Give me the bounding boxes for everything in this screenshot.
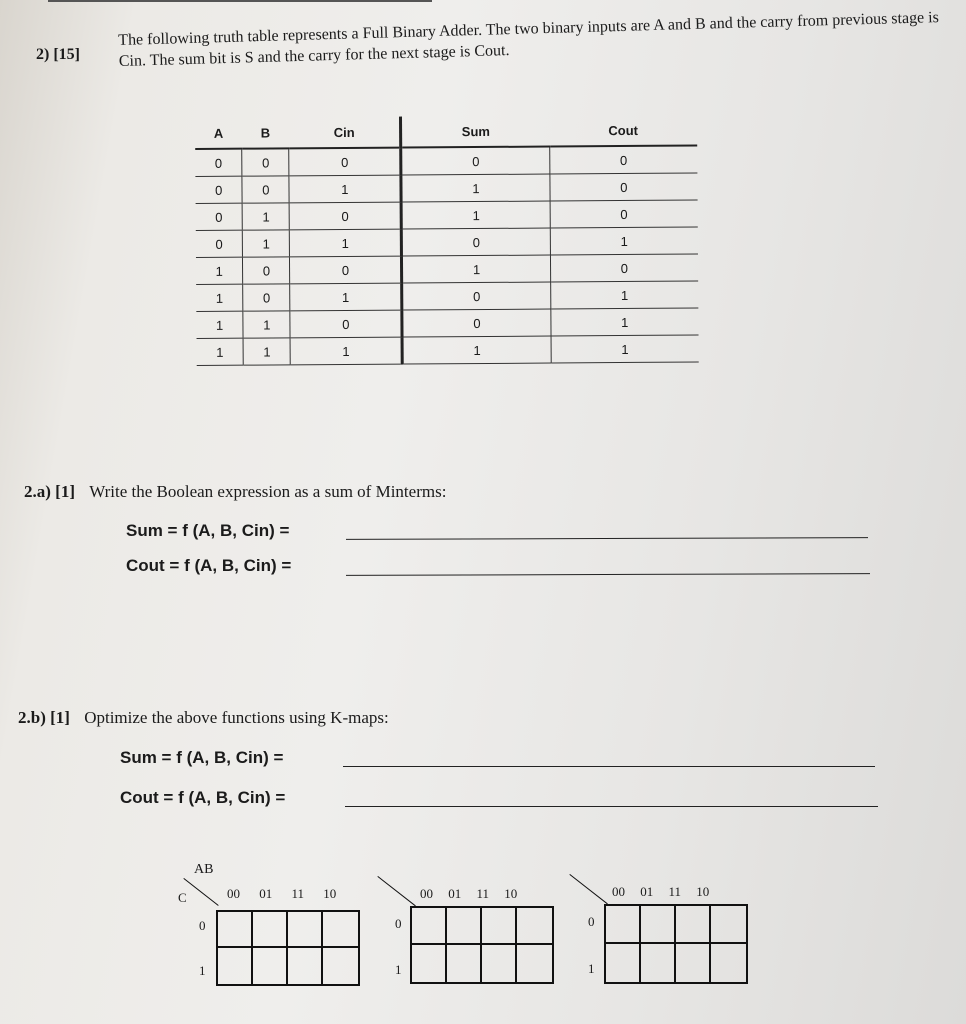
kmap-1-cell[interactable] — [288, 912, 323, 948]
part-b-prompt: Optimize the above functions using K-maps: — [84, 708, 389, 727]
truth-table-cell: 0 — [402, 309, 550, 337]
part-a-label: 2.a) [1] — [24, 482, 75, 501]
part-a-cout-expression: Cout = f (A, B, Cin) = — [126, 556, 292, 575]
kmap-1-col-11: 11 — [291, 886, 305, 901]
part-b-sum-answer-line[interactable] — [343, 766, 875, 767]
kmap-2-cell[interactable] — [482, 908, 517, 945]
truth-table-cell: 1 — [243, 230, 290, 257]
kmap-2-col-headers — [420, 886, 517, 902]
truth-table-cell: 0 — [289, 148, 401, 176]
truth-table-cell: 0 — [550, 200, 698, 228]
truth-table-row — [196, 200, 698, 231]
kmap-1-row-1: 1 — [199, 963, 206, 978]
truth-table-cell: 0 — [195, 176, 242, 203]
kmap-1-corner-diagonal — [183, 878, 218, 906]
truth-table-cell: 1 — [243, 338, 290, 365]
part-b-heading — [18, 708, 389, 728]
truth-table-cell: 0 — [290, 256, 402, 284]
kmap-3-cell[interactable] — [641, 944, 676, 982]
kmap-3-cell[interactable] — [676, 944, 711, 982]
truth-table-cell: 1 — [550, 308, 698, 336]
kmap-col-variable: AB — [194, 862, 214, 877]
truth-table-header — [195, 114, 697, 149]
kmap-2-col-00: 00 — [420, 886, 433, 901]
truth-table-row — [195, 173, 697, 204]
truth-table-cell: 1 — [197, 338, 244, 365]
truth-table-row — [195, 145, 697, 176]
kmap-2-cell[interactable] — [517, 908, 552, 945]
truth-table-cell: 0 — [195, 149, 242, 177]
top-rule — [48, 0, 432, 2]
kmap-1-cell[interactable] — [253, 912, 288, 948]
kmap-1-cell[interactable] — [323, 948, 358, 984]
kmap-1-cell[interactable] — [253, 948, 288, 984]
kmap-2-col-01: 01 — [448, 886, 462, 901]
truth-table-cell: 1 — [196, 311, 243, 338]
kmap-2-row-0: 0 — [395, 916, 402, 931]
kmap-1-cell[interactable] — [323, 912, 358, 948]
question-number: 2) [15] — [36, 46, 80, 63]
truth-table-cell: 0 — [243, 284, 290, 311]
kmap-2-row-1: 1 — [395, 962, 402, 977]
truth-table-cell: 1 — [402, 255, 550, 283]
kmap-1-col-00: 00 — [227, 886, 240, 901]
truth-table-cell: 1 — [290, 337, 402, 365]
part-a-sum-answer-line[interactable] — [346, 537, 868, 540]
kmap-2-col-10: 10 — [504, 886, 518, 901]
truth-table-cell: 0 — [242, 176, 289, 203]
kmap-3-corner-diagonal — [569, 874, 607, 904]
truth-table-cell: 1 — [401, 201, 549, 229]
kmap-3-col-01: 01 — [640, 884, 654, 899]
kmap-1-cell[interactable] — [218, 948, 253, 984]
truth-table-row — [196, 254, 698, 285]
truth-table-cell: 1 — [550, 281, 698, 309]
kmap-2-cell[interactable] — [482, 945, 517, 982]
truth-table-row — [196, 227, 698, 258]
kmap-2-corner-diagonal — [377, 876, 415, 906]
kmap-3-col-headers — [612, 884, 709, 900]
kmap-2-col-11: 11 — [476, 886, 490, 901]
kmap-3-row-0: 0 — [588, 914, 595, 929]
kmap-3-col-10: 10 — [696, 884, 710, 899]
header-a: A — [195, 118, 242, 149]
truth-table-cell: 0 — [402, 228, 550, 256]
part-b-cout-answer-line[interactable] — [345, 806, 878, 807]
truth-table-cell: 0 — [401, 147, 549, 176]
truth-table-cell: 1 — [290, 283, 402, 311]
truth-table-cell: 1 — [550, 227, 698, 255]
part-a-sum-expression: Sum = f (A, B, Cin) = — [126, 521, 290, 540]
kmap-row-variable: C — [178, 890, 187, 905]
kmap-2-cell[interactable] — [447, 908, 482, 945]
truth-table-cell: 1 — [290, 229, 402, 257]
truth-table-cell: 0 — [196, 203, 243, 230]
kmap-2-cell[interactable] — [412, 908, 447, 945]
header-cout: Cout — [549, 114, 697, 146]
kmap-1-col-01: 01 — [259, 886, 273, 901]
truth-table-cell: 1 — [402, 336, 550, 364]
part-a-prompt: Write the Boolean expression as a sum of Minterms: — [89, 482, 447, 501]
truth-table-cell: 1 — [551, 335, 699, 363]
truth-table-cell: 0 — [290, 310, 402, 338]
truth-table-cell: 0 — [242, 148, 289, 176]
kmap-3-cell[interactable] — [606, 906, 641, 944]
truth-table-cell: 0 — [549, 145, 697, 174]
kmap-2-cell[interactable] — [447, 945, 482, 982]
kmap-3-cell[interactable] — [711, 906, 746, 944]
truth-table-cell: 1 — [289, 175, 401, 203]
truth-table-row — [197, 335, 699, 366]
kmap-3-cell[interactable] — [711, 944, 746, 982]
part-b-sum-expression: Sum = f (A, B, Cin) = — [120, 748, 284, 767]
kmap-2-cell[interactable] — [412, 945, 447, 982]
truth-table-cell: 0 — [550, 254, 698, 282]
header-sum: Sum — [401, 116, 549, 148]
part-b-label: 2.b) [1] — [18, 708, 70, 727]
truth-table-cell: 1 — [196, 284, 243, 311]
part-a-heading — [24, 482, 446, 502]
truth-table-cell: 1 — [243, 311, 290, 338]
kmap-3-col-00: 00 — [612, 884, 625, 899]
kmap-3-cell[interactable] — [676, 906, 711, 944]
truth-table-cell: 0 — [289, 202, 401, 230]
truth-table-cell: 1 — [196, 257, 243, 284]
kmap-1-cell[interactable] — [218, 912, 253, 948]
kmap-3-row-1: 1 — [588, 961, 595, 976]
question-text: The following truth table represents a Full Binary Adder. The two binary inputs are A and B and the carry from previous stage is Cin. The sum bit is S and the carry for the next stage is Cout. — [118, 9, 940, 70]
truth-table-cell: 1 — [242, 203, 289, 230]
kmap-2-cell[interactable] — [517, 945, 552, 982]
truth-table-cell: 0 — [402, 282, 550, 310]
header-b: B — [242, 117, 289, 148]
truth-table-cell: 0 — [196, 230, 243, 257]
header-cin: Cin — [289, 117, 401, 149]
kmap-3-col-11: 11 — [668, 884, 682, 899]
kmap-3-cell[interactable] — [606, 944, 641, 982]
truth-table — [195, 114, 699, 365]
kmap-1-col-headers — [227, 886, 336, 902]
kmap-3-cell[interactable] — [641, 906, 676, 944]
truth-table-cell: 0 — [243, 257, 290, 284]
truth-table-cell: 0 — [549, 173, 697, 201]
truth-table-row — [196, 308, 698, 339]
truth-table-cell: 1 — [401, 174, 549, 202]
part-b-cout-expression: Cout = f (A, B, Cin) = — [120, 788, 286, 807]
kmap-1-cell[interactable] — [288, 948, 323, 984]
kmap-1-col-10: 10 — [323, 886, 337, 901]
part-a-cout-answer-line[interactable] — [346, 573, 870, 576]
kmap-1-row-0: 0 — [199, 918, 206, 933]
truth-table-row — [196, 281, 698, 312]
